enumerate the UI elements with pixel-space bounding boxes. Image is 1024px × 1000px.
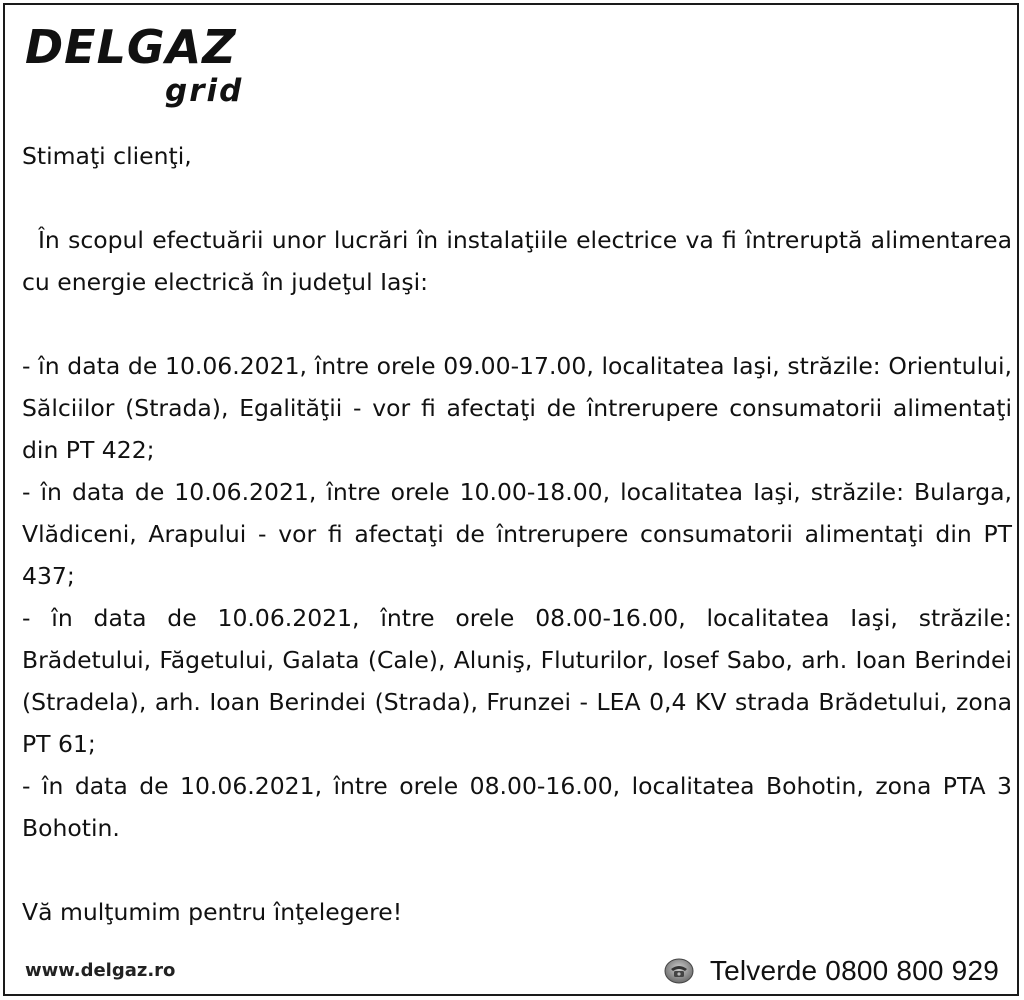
notice-frame: [3, 3, 1019, 996]
hotline: [664, 953, 999, 989]
outage-item: - în data de 10.06.2021, între orele 08.00-16.00, localitatea Iaşi, străzile: Brădetului, Făgetului, Galata (Cale), Aluniş, Fluturilor, Iosef Sabo, arh. Ioan Berindei (Stradela), arh. Ioan Berindei (Strada), Frunzei - LEA 0,4 KV strada Brădetului, zona PT 61;: [22, 604, 1012, 758]
outage-item: - în data de 10.06.2021, între orele 10.00-18.00, localitatea Iaşi, străzile: Bularga, Vlădiceni, Arapului - vor fi afectaţi de întrerupere consumatorii alimentaţi din PT 437;: [22, 478, 1012, 590]
logo-subtitle: grid: [165, 73, 244, 109]
logo-wordmark: DELGAZ: [25, 20, 237, 74]
greeting: Stimaţi clienţi,: [22, 142, 192, 170]
website-link[interactable]: www.delgaz.ro: [25, 960, 176, 981]
delgaz-grid-logo: [25, 21, 265, 111]
telephone-icon: [664, 958, 694, 984]
outage-item: - în data de 10.06.2021, între orele 09.00-17.00, localitatea Iaşi, străzile: Orientului, Sălciilor (Strada), Egalităţii - vor fi afectaţi de întrerupere consumatorii alimentaţi din PT 422;: [22, 352, 1012, 464]
intro-paragraph: În scopul efectuării unor lucrări în instalaţiile electrice va fi întreruptă alimentarea cu energie electrică în judeţul Iaşi:: [22, 226, 1012, 296]
hotline-number[interactable]: Telverde 0800 800 929: [709, 955, 999, 986]
outage-item: - în data de 10.06.2021, între orele 08.00-16.00, localitatea Bohotin, zona PTA 3 Bohotin.: [22, 772, 1012, 842]
notice-body: [22, 135, 1012, 933]
closing-line: Vă mulţumim pentru înţelegere!: [22, 898, 403, 926]
